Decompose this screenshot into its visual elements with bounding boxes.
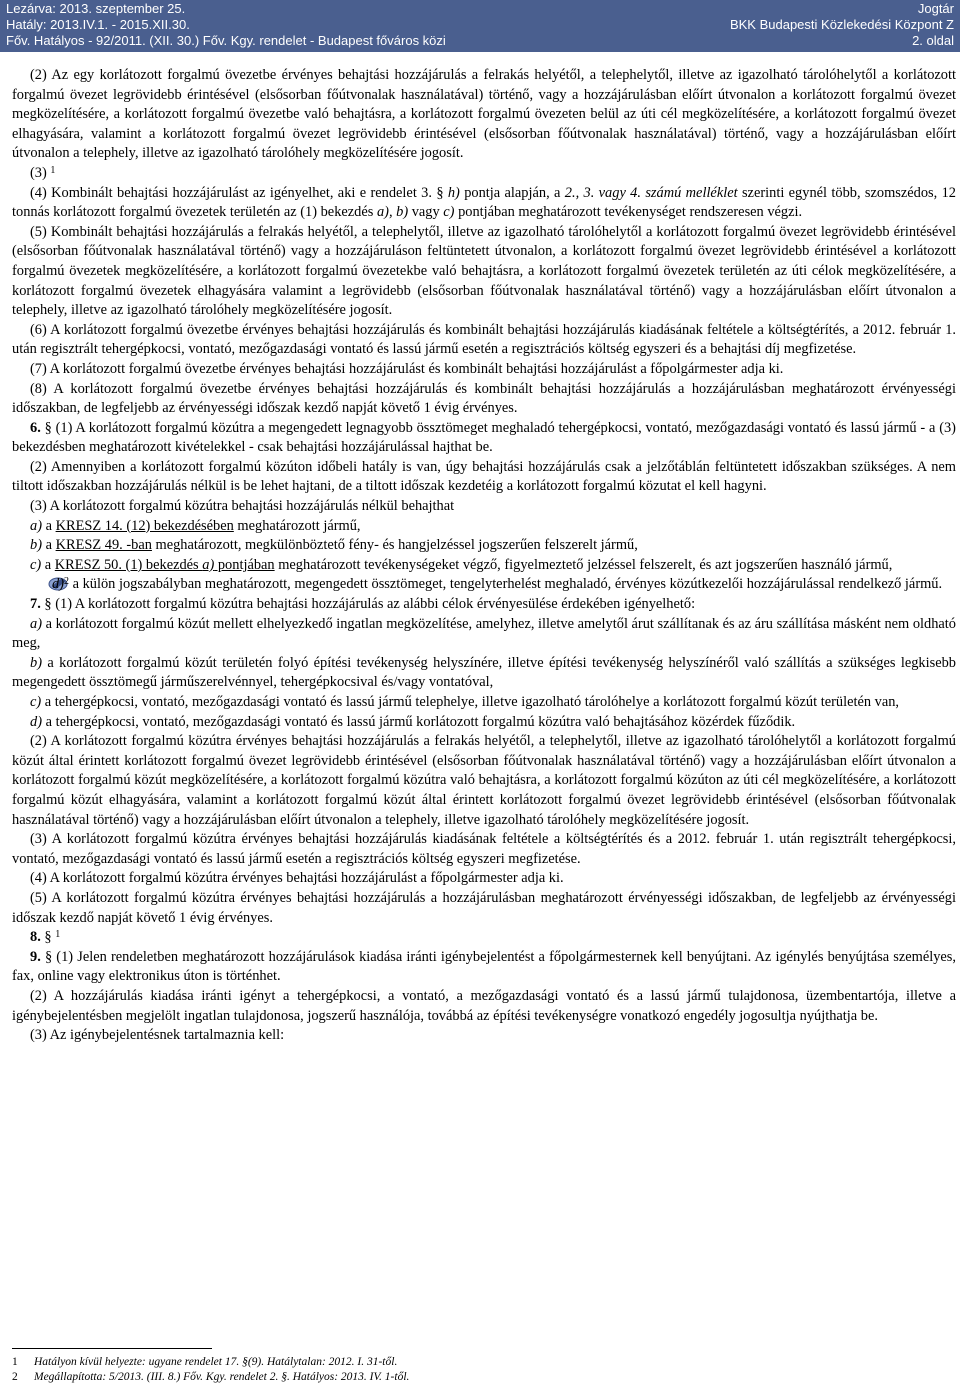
text: a külön jogszabályban meghatározott, megengedett össztömeget, tengelyterhelést meghaladó, érvényes közútkezelői hozzájárulással rendelkező jármű. <box>69 576 943 593</box>
list-item <box>12 556 956 576</box>
text: 2., 3. vagy 4. számú melléklet <box>564 184 738 201</box>
kresz-link[interactable] <box>55 557 275 573</box>
footnote <box>12 1355 397 1369</box>
text: vagy <box>408 204 444 221</box>
section-7 <box>12 595 956 615</box>
section-sign: § <box>44 929 52 946</box>
header-validity: Hatály: 2013.IV.1. - 2015.XII.30. <box>6 17 190 32</box>
section-sign: § <box>436 184 444 201</box>
paragraph: (5) A korlátozott forgalmú közútra érvényes behajtási hozzájárulás a hozzájárulásban meghatározott érvényességi időszakban, de legfeljebb az érvényességi időszak kezdő napját követő 1 évig érvényes. <box>12 889 956 926</box>
list-item <box>12 713 956 733</box>
footnote-ref[interactable]: 1 <box>55 929 61 941</box>
footnote-ref[interactable]: 2 <box>64 576 69 588</box>
link-text: pontjában <box>214 556 275 573</box>
kresz-link[interactable]: KRESZ 14. (12) bekezdésében <box>55 517 234 534</box>
text: a <box>42 517 56 534</box>
paragraph: (8) A korlátozott forgalmú övezetbe érvényes behajtási hozzájárulás és kombinált behajtási hozzájárulás a hozzájárulásban meghatározott érvényességi időszakban, de legfeljebb az érvényességi időszak kezdő napját követő 1 évig érvényes. <box>12 380 956 417</box>
text: a <box>42 537 56 554</box>
list-item <box>12 693 956 713</box>
text: h) <box>443 184 460 201</box>
list-item <box>12 615 956 654</box>
section-sign: § <box>44 419 52 436</box>
item-letter: c) <box>30 694 42 710</box>
paragraph-number: (3) <box>30 164 47 181</box>
section-number: 7. <box>30 596 41 613</box>
text: a korlátozott forgalmú közút mellett elhelyezkedő ingatlan megközelítése, amelyhez, illetve amelytől árut szállítanak és az áru szállítása másként nem oldható meg, <box>12 615 957 652</box>
paragraph: (3) A korlátozott forgalmú közútra behajtási hozzájárulás nélkül behajthat <box>30 498 455 515</box>
footnote-number: 2 <box>12 1371 18 1383</box>
item-letter: b) <box>30 654 42 671</box>
kresz-link[interactable]: KRESZ 49. -ban <box>55 537 152 554</box>
paragraph: (2) A hozzájárulás kiadása iránti igényt a tehergépkocsi, a vontató, a mezőgazdasági vontató és a lassú jármű tulajdonosa, üzembentartója, illetve a igénybejelentésben megjelölt ingatlan tulajdonosa, jogszerű használója, továbbá az építési tevékenységre vonatkozó engedély jogosultja nyújthatja be. <box>12 987 956 1024</box>
paragraph: (6) A korlátozott forgalmú övezetbe érvényes behajtási hozzájárulás és kombinált behajtási hozzájárulás kiadásának feltétele a költségtérítés, a 2012. február 1. után regisztrált tehergépkocsi, vontató, mezőgazdasági vontató és lassú jármű esetén a regisztrációs költség egyszeri és a behajtási díj megfizetése. <box>12 321 956 358</box>
text: a), b) <box>376 204 409 221</box>
section-number: 8. <box>30 929 41 946</box>
paragraph <box>12 184 956 223</box>
text: c) <box>443 204 455 221</box>
list-item <box>12 517 956 537</box>
item-letter: d) <box>52 576 64 593</box>
header-document-title: Főv. Hatályos - 92/2011. (XII. 30.) Főv. Kgy. rendelet - Budapest főváros közi <box>6 33 446 48</box>
item-letter: c) <box>30 556 42 573</box>
section-sign: § <box>44 596 52 613</box>
item-letter: a) <box>30 615 42 632</box>
text: a <box>41 556 55 573</box>
paragraph: (5) Kombinált behajtási hozzájárulás a felrakás helyétől, a telephelytől, illetve az igazolható tárolóhelytől a korlátozott forgalmú övezet legrövidebb érintésével (elsősorban főútvonalak használatával történő) vagy a hozzájáruláson feltüntetett útvonalon, a korlátozott forgalmú övezet legrövidebb érintésével a korlátozott forgalmú övezetek megközelítésére, a korlátozott forgalmú övezetekbe való behajtásra, a korlátozott forgalmú övezetek területén az úti célok megközelítésére, a korlátozott forgalmú övezetek elhagyására valamint a legrövidebb (elsősorban főútvonalak használatával történő) vagy a hozzájárulásban előírt útvonalon a telephely, illetve az igazolható tárolóhely megközelítésére jogosít. <box>12 223 956 319</box>
header-closed-date: Lezárva: 2013. szeptember 25. <box>6 1 186 16</box>
text: meghatározott jármű, <box>233 517 361 534</box>
list-item <box>12 536 956 556</box>
footnote-number: 1 <box>12 1356 18 1368</box>
header-organization: BKK Budapesti Közlekedési Központ Z <box>729 17 954 32</box>
text: a tehergépkocsi, vontató, mezőgazdasági vontató és lassú jármű telephelye, illetve igazolható tárolóhelye a korlátozott forgalmú közút területén van, <box>41 694 900 710</box>
text: a korlátozott forgalmú közút területén folyó építési tevékenység helyszínére, illetve építési tevékenység helyszínéről való szállítás a szükséges legkisebb megengedett össztömegű járműszerelvénnyel, tehergépkocsival és/vagy vontatóval, <box>12 654 956 691</box>
section-sign: § <box>44 948 53 965</box>
text: meghatározott, megkülönböztető fény- és hangjelzéssel jogszerűen felszerelt jármű, <box>151 537 638 554</box>
text: a tehergépkocsi, vontató, mezőgazdasági vontató és lassú jármű korlátozott forgalmú közútra való behajtásához közérdek fűződik. <box>42 713 796 730</box>
header-publisher: Jogtár <box>917 1 954 16</box>
footnote-text: Megállapította: 5/2013. (III. 8.) Főv. Kgy. rendelet 2. §. Hatályos: 2013. IV. 1-től. <box>34 1371 410 1383</box>
item-letter: d) <box>30 713 42 730</box>
amendment-marker-icon[interactable] <box>30 575 52 591</box>
text: (1) A korlátozott forgalmú közútra a megengedett legnagyobb össztömeget meghaladó tehergépkocsi, vontató, mezőgazdasági vontató és lassú jármű - a (3) bekezdésben meghatározott kivételekkel - csak behajtási hozzájárulással hajthat be. <box>12 419 956 456</box>
paragraph: (7) A korlátozott forgalmú övezetbe érvényes behajtási hozzájárulást és kombinált behajtási hozzájárulást a főpolgármester adja ki. <box>30 360 784 377</box>
paragraph: (2) Amennyiben a korlátozott forgalmú közúton időbeli hatály is van, úgy behajtási hozzájárulás csak a jelzőtáblán feltüntetett időszakban szükséges. A nem tiltott időszakban hozzájárulás nélkül is be lehet hajtani, de a tiltott időszak kezdetéig a korlátozott forgalmú közutat el kell hagyni. <box>12 458 956 495</box>
list-item <box>12 654 956 693</box>
footnote <box>12 1370 409 1384</box>
footnote-ref[interactable]: 1 <box>50 164 56 176</box>
paragraph: (3) Az igénybejelentésnek tartalmaznia kell: <box>30 1027 285 1044</box>
item-letter: b) <box>30 537 42 554</box>
paragraph: (2) Az egy korlátozott forgalmú övezetbe érvényes behajtási hozzájárulás a felrakás helyétől, a telephelytől, illetve az igazolható tárolóhelytől a korlátozott forgalmú övezet legrövidebb érintésével (elsősorban főútvonalak használatával) történő, vagy a hozzájárulásban előírt útvonalon a korlátozott forgalmú övezet megközelítésére, a korlátozott forgalmú övezetbe való behajtásra, a korlátozott forgalmú övezeten belül az úti cél megközelítésére, a korlátozott forgalmú övezet elhagyására, valamint a korlátozott forgalmú övezet legrövidebb érintésével (elsősorban főútvonalak használatával) történő, vagy a hozzájárulásban előírt útvonalon a telephely, illetve az igazolható tárolóhely megközelítésére jogosít. <box>12 67 956 162</box>
paragraph-repealed <box>12 164 956 184</box>
link-text: a) <box>202 556 215 573</box>
section-number: 6. <box>30 419 41 436</box>
section-number: 9. <box>30 948 41 965</box>
text: pontja alapján, a <box>459 184 565 201</box>
header-page-number: 2. oldal <box>912 33 954 48</box>
list-item <box>12 575 956 595</box>
text: (4) Kombinált behajtási hozzájárulást az igényelhet, aki e rendelet 3. <box>30 184 437 201</box>
section-6 <box>12 419 956 458</box>
footnote-separator <box>12 1348 212 1349</box>
paragraph: (4) A korlátozott forgalmú közútra érvényes behajtási hozzájárulást a főpolgármester adja ki. <box>30 870 564 887</box>
text: meghatározott tevékenységeket végző, figyelmeztető jelzéssel felszerelt, és azt jogszerűen használó jármű, <box>274 556 893 573</box>
document-body <box>12 66 956 1046</box>
paragraph: (2) A korlátozott forgalmú közútra érvényes behajtási hozzájárulás a felrakás helyétől, a telephelytől, illetve az igazolható tárolóhelytől a korlátozott forgalmú közút által érintett korlátozott forgalmú övezet legrövidebb érintésével (elsősorban főútvonalak használatával történő) vagy a hozzájárulásban előírt útvonalon a korlátozott forgalmú közút megközelítésére, a korlátozott forgalmú közútra való behajtásra, a korlátozott forgalmú közúton az úti cél megközelítésére, a korlátozott forgalmú közút elhagyására, valamint a korlátozott forgalmú közút által érintett korlátozott forgalmú övezet legrövidebb érintésével (elsősorban főútvonalak használatával történő) vagy a hozzájárulásban előírt útvonalon a telephely, illetve igazolható tárolóhely megközelítésére jogosít. <box>12 733 956 828</box>
text: (1) A korlátozott forgalmú közútra behajtási hozzájárulás az alábbi célok érvényesülése érdekében igényelhető: <box>51 596 696 613</box>
text: szerinti egynél több, szomszédos, 12 tonnás korlátozott forgalmú övezetek területén az (1) bekezdés <box>12 184 956 221</box>
section-8-repealed <box>12 928 956 948</box>
text: (1) Jelen rendeletben meghatározott hozzájárulások kiadása iránti igénybejelentést a főpolgármesternek kell benyújtani. Az igénylés benyújtása személyes, fax, online vagy elektronikus úton is történhet. <box>12 948 956 985</box>
footnote-text: Hatályon kívül helyezte: ugyane rendelet 17. §(9). Hatálytalan: 2012. I. 31-től. <box>34 1356 398 1368</box>
text: pontjában meghatározott tevékenységet rendszeresen végzi. <box>454 204 803 221</box>
link-text: KRESZ 50. (1) bekezdés <box>54 556 203 573</box>
item-letter: a) <box>30 517 42 534</box>
section-9 <box>12 948 956 987</box>
paragraph: (3) A korlátozott forgalmú közútra érvényes behajtási hozzájárulás kiadásának feltétele a költségtérítés és a 2012. február 1. után regisztrált tehergépkocsi, vontató, mezőgazdasági vontató és lassú jármű esetén a regisztrációs költség egyszeri megfizetése. <box>12 831 956 867</box>
